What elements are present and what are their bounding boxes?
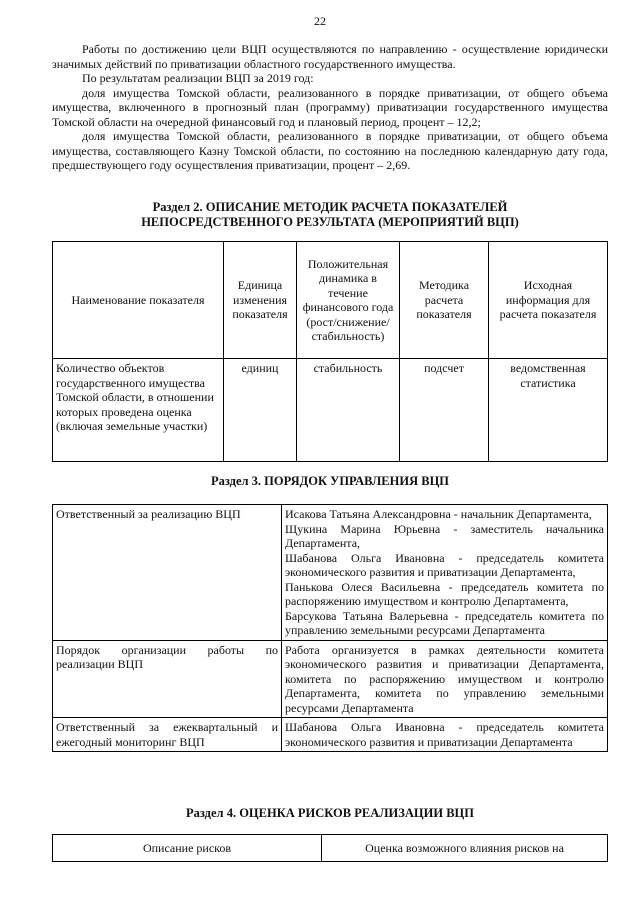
- cell-unit: единиц: [224, 359, 297, 462]
- section4-heading: Раздел 4. ОЦЕНКА РИСКОВ РЕАЛИЗАЦИИ ВЦП: [186, 806, 474, 820]
- header-risk-description: Описание рисков: [53, 835, 322, 862]
- intro-paragraph: доля имущества Томской области, реализованного в порядке приватизации, от общего объема имущества, составляющего Казну Томской области, по состоянию на последнюю календарную дату года, предшествующего году осуществления приватизации, процент – 2,69.: [52, 129, 608, 172]
- cell-value: [282, 640, 608, 718]
- header-risk-impact: Оценка возможного влияния рисков на: [322, 835, 608, 862]
- value-line: Шабанова Ольга Ивановна - председатель комитета экономического развития и приватизации Департамента,: [285, 550, 604, 579]
- value-line: Шабанова Ольга Ивановна - председатель комитета экономического развития и приватизации Департамента: [285, 720, 604, 749]
- management-table: [52, 504, 608, 752]
- table-row: [53, 718, 608, 752]
- intro-text: [52, 42, 608, 173]
- section2-heading: [52, 200, 608, 230]
- cell-label: Ответственный за ежеквартальный и ежегодный мониторинг ВЦП: [53, 718, 282, 752]
- cell-label: Порядок организации работы по реализации ВЦП: [53, 640, 282, 718]
- intro-paragraph: По результатам реализации ВЦП за 2019 год:: [82, 71, 314, 85]
- page-number: 22: [314, 14, 326, 28]
- section3-heading: Раздел 3. ПОРЯДОК УПРАВЛЕНИЯ ВЦП: [210, 474, 450, 488]
- risks-table: [52, 834, 608, 862]
- section2-title-line2: НЕПОСРЕДСТВЕННОГО РЕЗУЛЬТАТА (МЕРОПРИЯТИЙ ВЦП): [141, 215, 519, 229]
- header-method: Методика расчета показателя: [400, 242, 489, 359]
- intro-paragraph: Работы по достижению цели ВЦП осуществляются по направлению - осуществление юридически значимых действий по приватизации областного государственного имущества.: [52, 42, 608, 71]
- table-row: [53, 640, 608, 718]
- cell-label: Ответственный за реализацию ВЦП: [53, 505, 282, 641]
- value-line: Исакова Татьяна Александровна - начальник Департамента,: [285, 507, 592, 521]
- cell-source: ведомственная статистика: [489, 359, 608, 462]
- header-indicator-name: Наименование показателя: [53, 242, 224, 359]
- cell-value: [282, 718, 608, 752]
- value-line: Работа организуется в рамках деятельности комитета экономического развития и приватизации Департамента, комитета по распоряжению имуществом и контролю Департамента, комитета по управлению земельными ресурсами Департамента: [285, 642, 604, 715]
- cell-indicator-name: Количество объектов государственного имущества Томской области, в отношении которых проведена оценка (включая земельные участки): [53, 359, 224, 462]
- section2-title-line1: Раздел 2. ОПИСАНИЕ МЕТОДИК РАСЧЕТА ПОКАЗАТЕЛЕЙ: [152, 200, 508, 214]
- indicators-table: [52, 241, 608, 462]
- header-source: Исходная информация для расчета показателя: [489, 242, 608, 359]
- cell-method: подсчет: [400, 359, 489, 462]
- intro-paragraph: доля имущества Томской области, реализованного в порядке приватизации, от общего объема имущества, включенного в прогнозный план (программу) приватизации государственного имущества Томской области на очередной финансовый год и плановый период, процент – 12,2;: [52, 85, 608, 129]
- value-line: Барсукова Татьяна Валерьевна - председатель комитета по управлению земельными ресурсами Департамента: [285, 608, 604, 637]
- header-dynamics: Положительная динамика в течение финансового года (рост/снижение/стабильность): [297, 242, 400, 359]
- table-header-row: [53, 835, 608, 862]
- table-header-row: [53, 242, 608, 359]
- table-row: [53, 359, 608, 462]
- table-row: [53, 505, 608, 641]
- header-unit: Единица изменения показателя: [224, 242, 297, 359]
- value-line: Щукина Марина Юрьевна - заместитель начальника Департамента,: [285, 521, 604, 550]
- value-line: Панькова Олеся Васильевна - председатель комитета по распоряжению имуществом и контролю Департамента,: [285, 579, 604, 608]
- cell-dynamics: стабильность: [297, 359, 400, 462]
- cell-value: [282, 505, 608, 641]
